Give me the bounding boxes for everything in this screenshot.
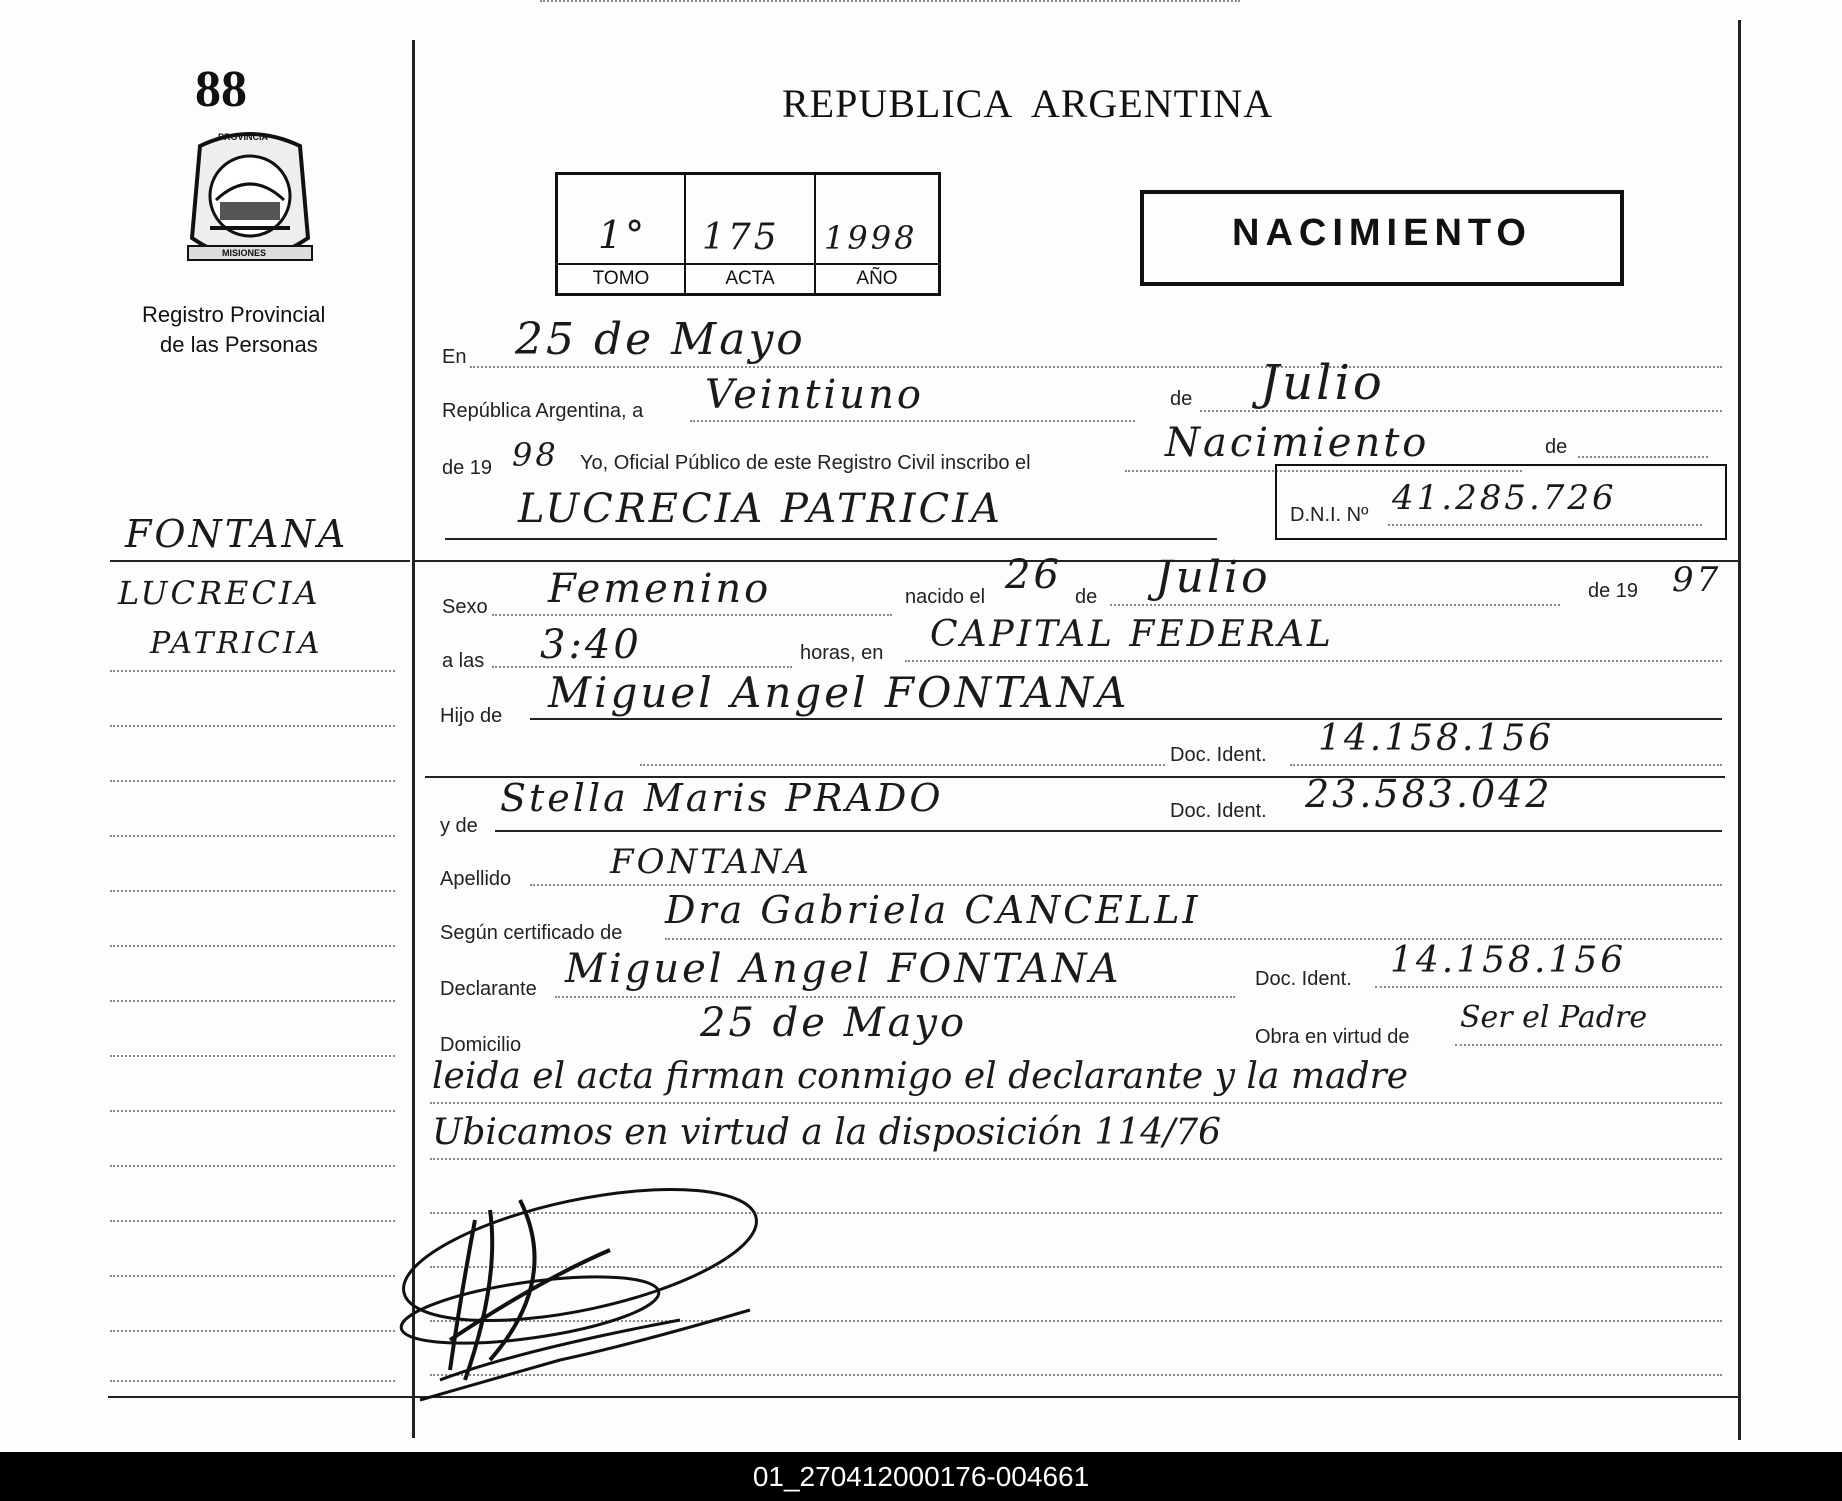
anio-label: AÑO: [816, 263, 938, 293]
en-label: En: [442, 346, 467, 368]
dni-label: D.N.I. Nº: [1290, 504, 1369, 526]
registration-year: 98: [512, 436, 559, 474]
margin-divider: [110, 560, 410, 562]
note-line-2-text: Ubicamos en virtud a la disposición 114/76: [432, 1112, 1222, 1153]
obra-line: [1455, 1044, 1722, 1046]
apellido-line: [530, 884, 1722, 886]
declarante-name: Miguel Angel FONTANA: [565, 946, 1122, 992]
declarante-line: [555, 996, 1235, 998]
margin-line: [110, 1330, 395, 1332]
bottom-rule: [108, 1396, 1740, 1398]
birth-place: CAPITAL FEDERAL: [930, 614, 1334, 655]
tomo-value: 1°: [598, 213, 648, 257]
declarante-doc-value: 14.158.156: [1390, 940, 1627, 981]
name-section-rule: [415, 560, 1740, 562]
record-box: [555, 172, 941, 296]
birth-year-prefix: de 19: [1588, 580, 1639, 602]
registered-event: Nacimiento: [1165, 420, 1430, 466]
seal-bottom-text: MISIONES: [222, 248, 267, 258]
declarante-doc-line: [1375, 986, 1722, 988]
note-line-1-text: leida el acta firman conmigo el declarante y la madre: [432, 1056, 1409, 1097]
de-label-3: de: [1075, 586, 1098, 608]
birth-hour: 3:40: [540, 622, 642, 668]
registry-name-line2: de las Personas: [160, 332, 318, 357]
domicilio-label: Domicilio: [440, 1034, 522, 1056]
horas-label: horas, en: [800, 642, 884, 664]
registry-name-line1: Registro Provincial: [142, 302, 326, 327]
margin-line: [110, 945, 395, 947]
hijo-label: Hijo de: [440, 705, 503, 727]
mother-line: [495, 830, 1722, 832]
anio-value: 1998: [824, 219, 918, 257]
margin-given-name-1: LUCRECIA: [118, 574, 321, 612]
day-line: [690, 420, 1135, 422]
official-signature: [380, 1160, 760, 1420]
right-border: [1738, 20, 1741, 1440]
en-line: [470, 366, 1722, 368]
margin-line: [110, 670, 395, 672]
sexo-line: [492, 614, 892, 616]
sexo-label: Sexo: [442, 596, 488, 618]
dni-line: [1388, 524, 1702, 526]
de-line: [1578, 456, 1708, 458]
yde-label: y de: [440, 815, 478, 837]
registration-day: Veintiuno: [705, 372, 924, 418]
margin-given-name-2: PATRICIA: [150, 626, 323, 661]
seal-top-text: PROVINCIA: [218, 132, 269, 142]
margin-surname: FONTANA: [125, 512, 349, 556]
margin-line: [110, 835, 395, 837]
de-label: de: [1170, 388, 1193, 410]
margin-line: [110, 725, 395, 727]
margin-line: [110, 1165, 395, 1167]
note-line-1: [430, 1102, 1722, 1104]
acta-value: 175: [702, 217, 780, 258]
father-doc-label: Doc. Ident.: [1170, 744, 1267, 766]
father-doc-value: 14.158.156: [1318, 718, 1555, 759]
declarante-doc-label: Doc. Ident.: [1255, 968, 1352, 990]
page-number: 88: [195, 61, 247, 118]
margin-line: [110, 780, 395, 782]
father-doc-line: [1290, 764, 1722, 766]
apellido-value: FONTANA: [610, 842, 812, 882]
nacido-label: nacido el: [905, 586, 986, 608]
margin-line: [110, 1000, 395, 1002]
name-line: [445, 538, 1217, 540]
birth-month-line: [1110, 604, 1560, 606]
certifying-doctor: Dra Gabriela CANCELLI: [665, 888, 1201, 932]
country-title: REPUBLICA ARGENTINA: [782, 81, 1274, 126]
sexo-value: Femenino: [548, 566, 772, 612]
apellido-label: Apellido: [440, 868, 512, 890]
margin-line: [110, 1380, 395, 1382]
margin-line: [110, 1275, 395, 1277]
margin-line: [110, 1110, 395, 1112]
domicilio-value: 25 de Mayo: [700, 1000, 968, 1046]
scan-id-footer: 01_270412000176-004661: [0, 1452, 1842, 1501]
oficial-text: Yo, Oficial Público de este Registro Civil inscribo el: [580, 452, 1031, 474]
margin-line: [110, 890, 395, 892]
margin-line: [110, 1220, 395, 1222]
de-label-2: de: [1545, 436, 1568, 458]
child-name: LUCRECIA PATRICIA: [518, 486, 1003, 532]
segun-label: Según certificado de: [440, 922, 623, 944]
dni-value: 41.285.726: [1392, 478, 1617, 518]
place-line: [905, 660, 1722, 662]
place-of-registration: 25 de Mayo: [515, 314, 806, 365]
tomo-label: TOMO: [558, 263, 684, 293]
birth-year: 97: [1672, 560, 1722, 600]
mother-doc-value: 23.583.042: [1305, 772, 1553, 816]
declarante-label: Declarante: [440, 978, 537, 1000]
father-doc-line-left: [640, 764, 1165, 766]
republica-label: República Argentina, a: [442, 400, 644, 422]
birth-month: Julio: [1155, 552, 1271, 603]
document-type-box: [1140, 190, 1624, 286]
margin-line: [110, 1055, 395, 1057]
obra-label: Obra en virtud de: [1255, 1026, 1410, 1048]
birth-day: 26: [1005, 552, 1062, 598]
father-name: Miguel Angel FONTANA: [548, 668, 1130, 717]
registration-month: Julio: [1260, 355, 1385, 411]
obra-value: Ser el Padre: [1460, 1000, 1648, 1035]
acta-label: ACTA: [686, 263, 814, 293]
year-prefix-label: de 19: [442, 457, 493, 479]
domicilio-line: [540, 0, 1240, 2]
mother-name: Stella Maris PRADO: [500, 776, 944, 820]
alas-label: a las: [442, 650, 485, 672]
document-type-title: NACIMIENTO: [1232, 212, 1532, 254]
mother-doc-label: Doc. Ident.: [1170, 800, 1267, 822]
